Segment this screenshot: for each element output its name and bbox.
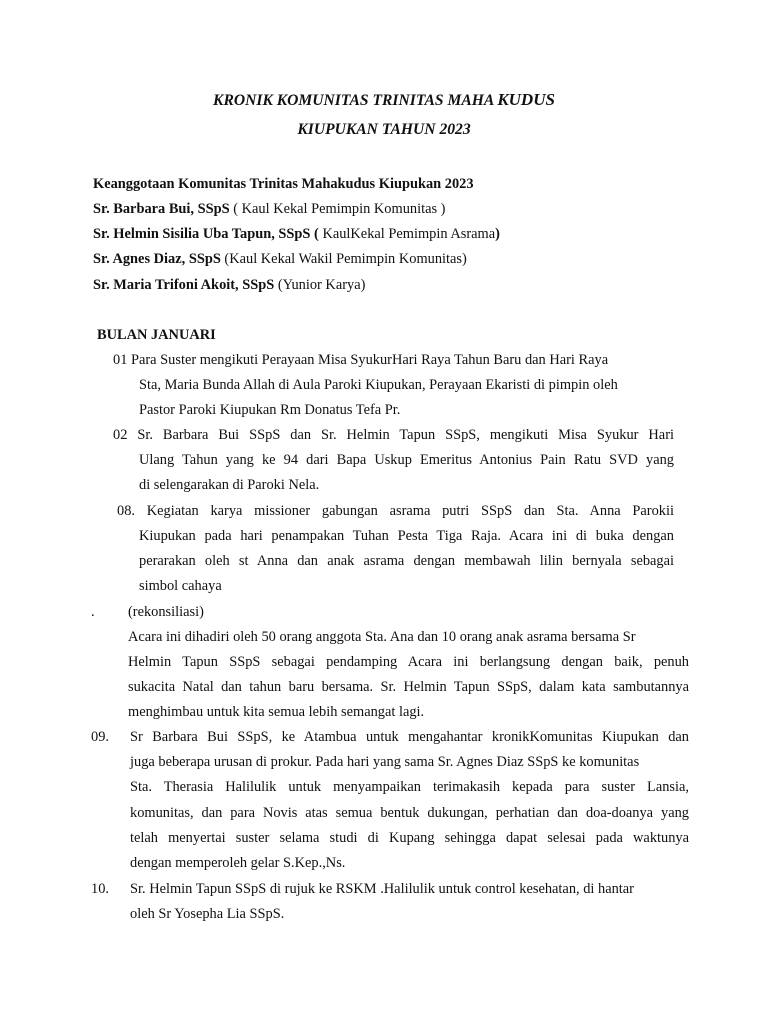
entry-01-line-2: Sta, Maria Bunda Allah di Aula Paroki Kiupukan, Perayaan Ekaristi di pimpin oleh (139, 377, 618, 393)
member-role: (Yunior Karya) (274, 277, 366, 293)
member-name: Sr. Barbara Bui, SSpS (93, 201, 230, 217)
member-item (93, 276, 365, 294)
bullet-dot: . (91, 604, 95, 620)
entry-10-line-2: oleh Sr Yosepha Lia SSpS. (130, 906, 285, 922)
rekonsiliasi-line-3: sukacita Natal dan tahun baru bersama. Sr. Helmin Tapun SSpS, dalam kata sambutannya (128, 679, 689, 695)
entry-10-number: 10. (91, 881, 109, 897)
entry-02-line-2: Ulang Tahun yang ke 94 dari Bapa Uskup Emeritus Antonius Pain Ratu SVD yang (139, 452, 674, 468)
title-last-word: KUDUS (497, 90, 555, 109)
members-heading: Keanggotaan Komunitas Trinitas Mahakudus Kiupukan 2023 (93, 176, 474, 192)
rekonsiliasi-line-2: Helmin Tapun SSpS sebagai pendamping Acara ini berlangsung dengan baik, penuh (128, 654, 689, 670)
rekonsiliasi-line-1: Acara ini dihadiri oleh 50 orang anggota Sta. Ana dan 10 orang anak asrama bersama Sr (128, 629, 636, 645)
member-role: ( Kaul Kekal Pemimpin Komunitas ) (229, 201, 446, 217)
entry-09-line-2: juga beberapa urusan di prokur. Pada hari yang sama Sr. Agnes Diaz SSpS ke komunitas (130, 754, 640, 770)
title-text: KRONIK KOMUNITAS TRINITAS MAHA (213, 92, 494, 109)
entry-09-line-6: dengan memperoleh gelar S.Kep.,Ns. (130, 855, 346, 871)
member-name: Sr. Agnes Diaz, SSpS (93, 251, 221, 267)
entry-09-line-5: telah menyertai suster selama studi di Kupang sehingga dapat selesai pada waktunya (130, 830, 689, 846)
entry-02-line-1: 02 Sr. Barbara Bui SSpS dan Sr. Helmin Tapun SSpS, mengikuti Misa Syukur Hari (113, 427, 674, 443)
entry-02-line-3: di selengarakan di Paroki Nela. (139, 477, 320, 493)
member-name: Sr. Maria Trifoni Akoit, SSpS (93, 277, 275, 293)
entry-08-line-3: perarakan oleh st Anna dan anak asrama dengan membawah lilin bernyala sebagai (139, 553, 674, 569)
member-item (93, 200, 445, 218)
entry-01-line-3: Pastor Paroki Kiupukan Rm Donatus Tefa Pr. (139, 402, 401, 418)
entry-08-line-1: 08. Kegiatan karya missioner gabungan asrama putri SSpS dan Sta. Anna Parokii (117, 503, 674, 519)
member-role: KaulKekal Pemimpin Asrama (318, 226, 496, 242)
member-item (93, 250, 467, 268)
member-role-close: ) (495, 226, 500, 242)
entry-01-line-1: 01 Para Suster mengikuti Perayaan Misa SyukurHari Raya Tahun Baru dan Hari Raya (113, 352, 609, 368)
entry-09-number: 09. (91, 729, 109, 745)
member-item (93, 225, 500, 243)
entry-09-line-4: komunitas, dan para Novis atas semua bentuk dukungan, perhatian dan doa-doanya yang (130, 805, 689, 821)
entry-09-line-3: Sta. Therasia Halilulik untuk menyampaikan terimakasih kepada para suster Lansia, (130, 779, 689, 795)
entry-08-line-2: Kiupukan pada hari penampakan Tuhan Pesta Tiga Raja. Acara ini di buka dengan (139, 528, 674, 544)
document-title (0, 90, 768, 110)
month-heading: BULAN JANUARI (97, 327, 216, 343)
rekonsiliasi-line-4: menghimbau untuk kita semua lebih semangat lagi. (128, 704, 425, 720)
entry-08-line-4: simbol cahaya (139, 578, 222, 594)
document-subtitle: KIUPUKAN TAHUN 2023 (297, 121, 471, 138)
entry-09-line-1: Sr Barbara Bui SSpS, ke Atambua untuk mengahantar kronikKomunitas Kiupukan dan (130, 729, 689, 745)
member-role: (Kaul Kekal Wakil Pemimpin Komunitas) (220, 251, 467, 267)
member-name: Sr. Helmin Sisilia Uba Tapun, SSpS ( (93, 226, 319, 242)
rekonsiliasi-label: (rekonsiliasi) (128, 604, 204, 620)
entry-10-line-1: Sr. Helmin Tapun SSpS di rujuk ke RSKM .Halilulik untuk control kesehatan, di hantar (130, 881, 634, 897)
